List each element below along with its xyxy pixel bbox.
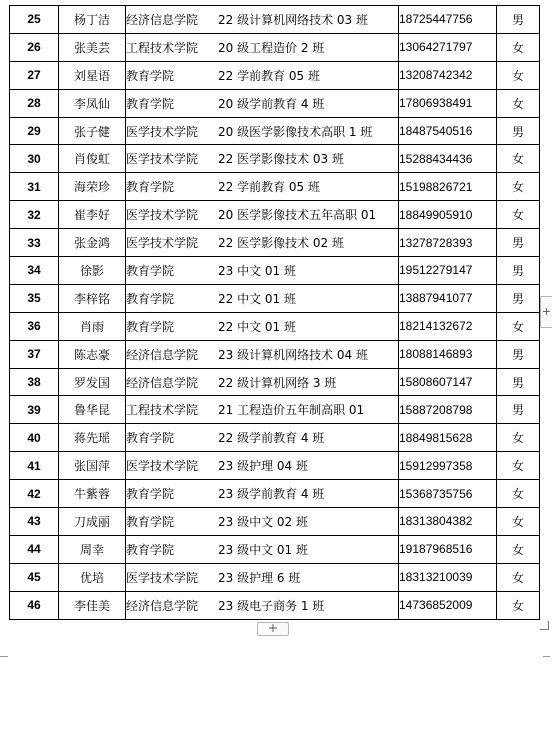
phone-cell[interactable]: 13208742342 <box>399 61 497 89</box>
name-cell[interactable]: 蒋先瑶 <box>59 424 126 452</box>
row-number-cell[interactable]: 45 <box>10 563 59 591</box>
gender-cell[interactable]: 女 <box>497 563 540 591</box>
class-text: 22 学前教育 05 班 <box>218 68 320 83</box>
row-number-cell[interactable]: 32 <box>10 201 59 229</box>
college-class-cell[interactable] <box>126 33 399 61</box>
table-row <box>10 201 540 229</box>
college-text: 经济信息学院 <box>126 347 199 362</box>
college-text: 医学技术学院 <box>126 208 199 223</box>
gender-cell[interactable]: 女 <box>497 424 540 452</box>
class-text: 22 级计算机网络 3 班 <box>218 375 337 390</box>
gender-cell[interactable]: 男 <box>497 368 540 396</box>
name-cell[interactable]: 刀成丽 <box>59 508 126 536</box>
class-text: 22 医学影像技术 02 班 <box>218 236 344 251</box>
college-class-cell[interactable] <box>126 201 399 229</box>
college-text: 教育学院 <box>126 514 175 529</box>
table-row <box>10 340 540 368</box>
gender-cell[interactable]: 女 <box>497 201 540 229</box>
page-corner-mark <box>543 656 550 657</box>
table-row <box>10 145 540 173</box>
gender-cell[interactable]: 男 <box>497 6 540 34</box>
row-number-cell[interactable]: 28 <box>10 89 59 117</box>
row-number-cell[interactable]: 31 <box>10 173 59 201</box>
college-text: 教育学院 <box>126 291 175 306</box>
phone-cell[interactable]: 17806938491 <box>399 89 497 117</box>
phone-cell[interactable]: 15368735756 <box>399 480 497 508</box>
class-text: 22 级学前教育 4 班 <box>218 431 325 446</box>
name-cell[interactable]: 张子健 <box>59 117 126 145</box>
college-text: 工程技术学院 <box>126 403 199 418</box>
table-row <box>10 33 540 61</box>
name-cell[interactable]: 徐影 <box>59 257 126 285</box>
college-text: 医学技术学院 <box>126 236 199 251</box>
name-cell[interactable]: 周幸 <box>59 535 126 563</box>
college-text: 经济信息学院 <box>126 598 199 613</box>
table-row <box>10 591 540 619</box>
class-text: 22 中文 01 班 <box>218 291 296 306</box>
college-class-cell[interactable] <box>126 452 399 480</box>
table-row <box>10 173 540 201</box>
college-class-cell[interactable] <box>126 6 399 34</box>
row-number-cell[interactable]: 27 <box>10 61 59 89</box>
college-class-cell[interactable] <box>126 257 399 285</box>
row-number-cell[interactable]: 46 <box>10 591 59 619</box>
add-column-button[interactable]: + <box>540 296 552 328</box>
row-number-cell[interactable]: 42 <box>10 480 59 508</box>
gender-cell[interactable]: 女 <box>497 535 540 563</box>
college-class-cell[interactable] <box>126 508 399 536</box>
class-text: 20 级学前教育 4 班 <box>218 96 325 111</box>
table-row <box>10 61 540 89</box>
gender-cell[interactable]: 男 <box>497 229 540 257</box>
name-cell[interactable]: 肖俊虹 <box>59 145 126 173</box>
phone-cell[interactable]: 15808607147 <box>399 368 497 396</box>
name-cell[interactable]: 肖雨 <box>59 312 126 340</box>
gender-cell[interactable]: 男 <box>497 284 540 312</box>
gender-cell[interactable]: 女 <box>497 33 540 61</box>
class-text: 22 中文 01 班 <box>218 319 296 334</box>
college-class-cell[interactable] <box>126 563 399 591</box>
student-table-body <box>10 6 540 620</box>
phone-cell[interactable]: 15887208798 <box>399 396 497 424</box>
class-text: 22 医学影像技术 03 班 <box>218 152 344 167</box>
class-text: 22 学前教育 05 班 <box>218 180 320 195</box>
gender-cell[interactable]: 女 <box>497 480 540 508</box>
table-row <box>10 396 540 424</box>
college-class-cell[interactable] <box>126 535 399 563</box>
row-number-cell[interactable]: 37 <box>10 340 59 368</box>
phone-cell[interactable]: 13887941077 <box>399 284 497 312</box>
college-class-cell[interactable] <box>126 117 399 145</box>
name-cell[interactable]: 牛紫蓉 <box>59 480 126 508</box>
gender-cell[interactable]: 女 <box>497 173 540 201</box>
phone-cell[interactable]: 15198826721 <box>399 173 497 201</box>
table-row <box>10 424 540 452</box>
college-text: 工程技术学院 <box>126 40 199 55</box>
phone-cell[interactable]: 13278728393 <box>399 229 497 257</box>
table-row <box>10 563 540 591</box>
gender-cell[interactable]: 女 <box>497 145 540 173</box>
table-row <box>10 229 540 257</box>
row-number-cell[interactable]: 34 <box>10 257 59 285</box>
class-text: 23 级计算机网络技术 04 班 <box>218 347 368 362</box>
college-class-cell[interactable] <box>126 396 399 424</box>
college-text: 医学技术学院 <box>126 459 199 474</box>
college-class-cell[interactable] <box>126 480 399 508</box>
table-row <box>10 480 540 508</box>
phone-cell[interactable]: 18088146893 <box>399 340 497 368</box>
table-row <box>10 89 540 117</box>
college-text: 教育学院 <box>126 68 175 83</box>
name-cell[interactable]: 李凤仙 <box>59 89 126 117</box>
table-row <box>10 508 540 536</box>
college-text: 教育学院 <box>126 487 175 502</box>
gender-cell[interactable]: 男 <box>497 117 540 145</box>
name-cell[interactable]: 杨丁洁 <box>59 6 126 34</box>
college-text: 教育学院 <box>126 180 175 195</box>
class-text: 20 医学影像技术五年高职 01 <box>218 208 377 223</box>
gender-cell[interactable]: 女 <box>497 508 540 536</box>
phone-cell[interactable]: 18725447756 <box>399 6 497 34</box>
phone-cell[interactable]: 14736852009 <box>399 591 497 619</box>
row-number-cell[interactable]: 26 <box>10 33 59 61</box>
table-row <box>10 6 540 34</box>
class-text: 23 级中文 02 班 <box>218 514 308 529</box>
class-text: 23 级电子商务 1 班 <box>218 598 325 613</box>
college-text: 医学技术学院 <box>126 570 199 585</box>
table-row <box>10 312 540 340</box>
name-cell[interactable]: 张国萍 <box>59 452 126 480</box>
table-row <box>10 257 540 285</box>
phone-cell[interactable]: 18849905910 <box>399 201 497 229</box>
table-resize-handle[interactable] <box>540 621 549 630</box>
name-cell[interactable]: 鲁华昆 <box>59 396 126 424</box>
gender-cell[interactable]: 女 <box>497 312 540 340</box>
row-number-cell[interactable]: 30 <box>10 145 59 173</box>
table-row <box>10 535 540 563</box>
college-text: 教育学院 <box>126 319 175 334</box>
class-text: 23 级中文 01 班 <box>218 542 308 557</box>
college-class-cell[interactable] <box>126 591 399 619</box>
college-text: 教育学院 <box>126 542 175 557</box>
page-corner-mark <box>0 656 8 657</box>
row-number-cell[interactable]: 40 <box>10 424 59 452</box>
college-class-cell[interactable] <box>126 145 399 173</box>
college-class-cell[interactable] <box>126 89 399 117</box>
class-text: 23 级护理 04 班 <box>218 459 308 474</box>
college-class-cell[interactable] <box>126 229 399 257</box>
phone-cell[interactable]: 15912997358 <box>399 452 497 480</box>
table-row <box>10 284 540 312</box>
row-number-cell[interactable]: 39 <box>10 396 59 424</box>
student-table <box>9 5 540 620</box>
gender-cell[interactable]: 男 <box>497 257 540 285</box>
class-text: 21 工程造价五年制高职 01 <box>218 403 365 418</box>
class-text: 22 级计算机网络技术 03 班 <box>218 12 368 27</box>
college-class-cell[interactable] <box>126 340 399 368</box>
class-text: 23 级学前教育 4 班 <box>218 487 325 502</box>
college-text: 教育学院 <box>126 431 175 446</box>
name-cell[interactable]: 张美芸 <box>59 33 126 61</box>
phone-cell[interactable]: 18849815628 <box>399 424 497 452</box>
college-class-cell[interactable] <box>126 368 399 396</box>
table-row <box>10 368 540 396</box>
name-cell[interactable]: 李佳美 <box>59 591 126 619</box>
college-class-cell[interactable] <box>126 424 399 452</box>
college-class-cell[interactable] <box>126 284 399 312</box>
row-number-cell[interactable]: 44 <box>10 535 59 563</box>
phone-cell[interactable]: 18313804382 <box>399 508 497 536</box>
class-text: 20 级工程造价 2 班 <box>218 40 325 55</box>
phone-cell[interactable]: 18313210039 <box>399 563 497 591</box>
name-cell[interactable]: 崔李好 <box>59 201 126 229</box>
phone-cell[interactable]: 18487540516 <box>399 117 497 145</box>
name-cell[interactable]: 刘星语 <box>59 61 126 89</box>
gender-cell[interactable]: 女 <box>497 452 540 480</box>
add-row-button[interactable]: + <box>257 622 289 636</box>
name-cell[interactable]: 陈志豪 <box>59 340 126 368</box>
class-text: 23 中文 01 班 <box>218 263 296 278</box>
phone-cell[interactable]: 15288434436 <box>399 145 497 173</box>
college-class-cell[interactable] <box>126 61 399 89</box>
row-number-cell[interactable]: 36 <box>10 312 59 340</box>
next-page-area <box>0 660 550 733</box>
gender-cell[interactable]: 女 <box>497 591 540 619</box>
phone-cell[interactable]: 19187968516 <box>399 535 497 563</box>
college-text: 经济信息学院 <box>126 375 199 390</box>
table-row <box>10 452 540 480</box>
college-text: 教育学院 <box>126 263 175 278</box>
college-text: 医学技术学院 <box>126 152 199 167</box>
college-class-cell[interactable] <box>126 173 399 201</box>
class-text: 20 级医学影像技术高职 1 班 <box>218 124 373 139</box>
row-number-cell[interactable]: 29 <box>10 117 59 145</box>
phone-cell[interactable]: 18214132672 <box>399 312 497 340</box>
name-cell[interactable]: 张金鸿 <box>59 229 126 257</box>
class-text: 23 级护理 6 班 <box>218 570 301 585</box>
college-text: 医学技术学院 <box>126 124 199 139</box>
name-cell[interactable]: 李梓铭 <box>59 284 126 312</box>
row-number-cell[interactable]: 43 <box>10 508 59 536</box>
row-number-cell[interactable]: 41 <box>10 452 59 480</box>
row-number-cell[interactable]: 38 <box>10 368 59 396</box>
college-text: 经济信息学院 <box>126 12 199 27</box>
gender-cell[interactable]: 男 <box>497 396 540 424</box>
name-cell[interactable]: 海荣珍 <box>59 173 126 201</box>
table-row <box>10 117 540 145</box>
phone-cell[interactable]: 13064271797 <box>399 33 497 61</box>
gender-cell[interactable]: 男 <box>497 340 540 368</box>
college-class-cell[interactable] <box>126 312 399 340</box>
phone-cell[interactable]: 19512279147 <box>399 257 497 285</box>
row-number-cell[interactable]: 33 <box>10 229 59 257</box>
college-text: 教育学院 <box>126 96 175 111</box>
gender-cell[interactable]: 女 <box>497 61 540 89</box>
name-cell[interactable]: 罗发国 <box>59 368 126 396</box>
row-number-cell[interactable]: 35 <box>10 284 59 312</box>
gender-cell[interactable]: 女 <box>497 89 540 117</box>
row-number-cell[interactable]: 25 <box>10 6 59 34</box>
name-cell[interactable]: 优培 <box>59 563 126 591</box>
